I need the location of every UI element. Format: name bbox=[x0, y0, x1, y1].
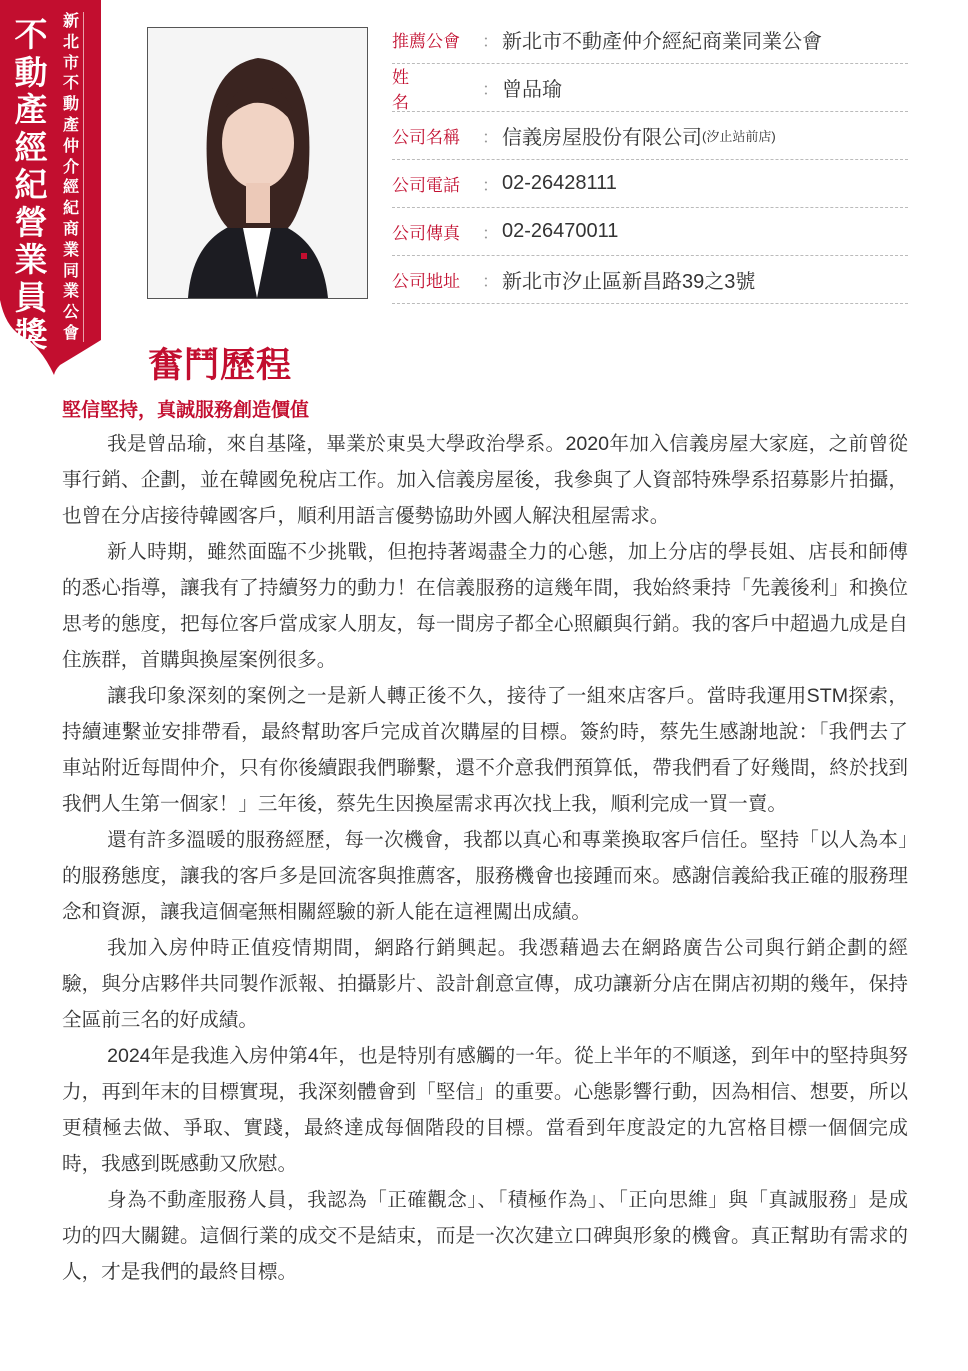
profile-info bbox=[392, 16, 908, 304]
award-ribbon bbox=[0, 0, 104, 380]
colon: ： bbox=[482, 32, 499, 51]
paragraph: 讓我印象深刻的案例之一是新人轉正後不久，接待了一組來店客戶。當時我運用STM探索，持續連繫並安排帶看，最終幫助客戶完成首次購屋的目標。簽約時，蔡先生感謝地說：「我們去了車站附近每間仲介，只有你後續跟我們聯繫，還不介意我們預算低，帶我們看了好幾間，終於找到我們人生第一個家！」三年後，蔡先生因換屋需求再次找上我，順利完成一買一賣。 bbox=[62, 685, 908, 815]
info-label bbox=[392, 63, 480, 113]
name-label: 姓名 bbox=[392, 67, 445, 112]
paragraph: 我加入房仲時正值疫情期間，網路行銷興起。我憑藉過去在網路廣告公司與行銷企劃的經驗，與分店夥伴共同製作派報、拍攝影片、設計創意宣傳，成功讓新分店在開店初期的幾年，保持全區前三名的好成績。 bbox=[62, 937, 908, 1031]
paragraph: 還有許多溫暖的服務經歷，每一次機會，我都以真心和專業換取客戶信任。堅持「以人為本」的服務態度，讓我的客戶多是回流客與推薦客，服務機會也接踵而來。感謝信義給我正確的服務理念和資源，讓我這個毫無相關經驗的新人能在這裡闖出成績。 bbox=[62, 829, 908, 923]
info-row-company bbox=[392, 112, 908, 160]
paragraph: 新人時期，雖然面臨不少挑戰，但抱持著竭盡全力的心態，加上分店的學長姐、店長和師傅的悉心指導，讓我有了持續努力的動力！在信義服務的這幾年間，我始終秉持「先義後利」和換位思考的態度，把每位客戶當成家人朋友，每一間房子都全心照顧與行銷。我的客戶中超過九成是自住族群，首購與換屋案例很多。 bbox=[62, 541, 908, 671]
info-row-phone bbox=[392, 160, 908, 208]
info-label: 公司傳真 bbox=[392, 224, 460, 243]
info-value: 曾品瑜 bbox=[502, 79, 562, 101]
section-subtitle: 堅信堅持，真誠服務創造價值 bbox=[62, 400, 310, 421]
colon: ： bbox=[482, 272, 499, 291]
article-body bbox=[62, 426, 908, 1290]
info-value: 02-26428111 bbox=[502, 172, 617, 194]
info-row-association bbox=[392, 16, 908, 64]
section-title: 奮鬥歷程 bbox=[148, 346, 293, 385]
paragraph: 2024年是我進入房仲第4年，也是特別有感觸的一年。從上半年的不順遂，到年中的堅持與努力，再到年末的目標實現，我深刻體會到「堅信」的重要。心態影響行動，因為相信、想要，所以更積極去做、爭取、實踐，最終達成每個階段的目標。當看到年度設定的九宮格目標一個個完成時，我感到既感動又欣慰。 bbox=[62, 1045, 909, 1175]
info-value: 新北市不動產仲介經紀商業同業公會 bbox=[502, 31, 822, 53]
info-row-address bbox=[392, 256, 908, 304]
colon: ： bbox=[482, 80, 499, 99]
info-label: 公司電話 bbox=[392, 176, 460, 195]
info-label: 推薦公會 bbox=[392, 32, 460, 51]
info-value: 新北市汐止區新昌路39之3號 bbox=[502, 271, 756, 293]
branch-note: (汐止站前店) bbox=[702, 129, 776, 144]
profile-photo bbox=[147, 27, 368, 299]
award-title: 不動產經紀營業員獎 bbox=[14, 16, 48, 353]
info-row-name bbox=[392, 64, 908, 112]
colon: ： bbox=[482, 128, 499, 147]
info-value: 02-26470011 bbox=[502, 220, 619, 242]
info-value: 信義房屋股份有限公司 bbox=[502, 127, 702, 149]
info-label: 公司地址 bbox=[392, 272, 460, 291]
info-label: 公司名稱 bbox=[392, 128, 460, 147]
paragraph: 我是曾品瑜，來自基隆，畢業於東吳大學政治學系。2020年加入信義房屋大家庭，之前曾從事行銷、企劃，並在韓國免稅店工作。加入信義房屋後，我參與了人資部特殊學系招募影片拍攝，也曾在分店接待韓國客戶，順利用語言優勢協助外國人解決租屋需求。 bbox=[62, 433, 908, 527]
paragraph: 身為不動產服務人員，我認為「正確觀念」、「積極作為」、「正向思維」與「真誠服務」是成功的四大關鍵。這個行業的成交不是結束，而是一次次建立口碑與形象的機會。真正幫助有需求的人，才是我們的最終目標。 bbox=[62, 1189, 908, 1283]
colon: ： bbox=[482, 224, 499, 243]
info-row-fax bbox=[392, 208, 908, 256]
association-name: 新北市不動產仲介經紀商業同業公會 bbox=[62, 13, 79, 342]
colon: ： bbox=[482, 176, 499, 195]
